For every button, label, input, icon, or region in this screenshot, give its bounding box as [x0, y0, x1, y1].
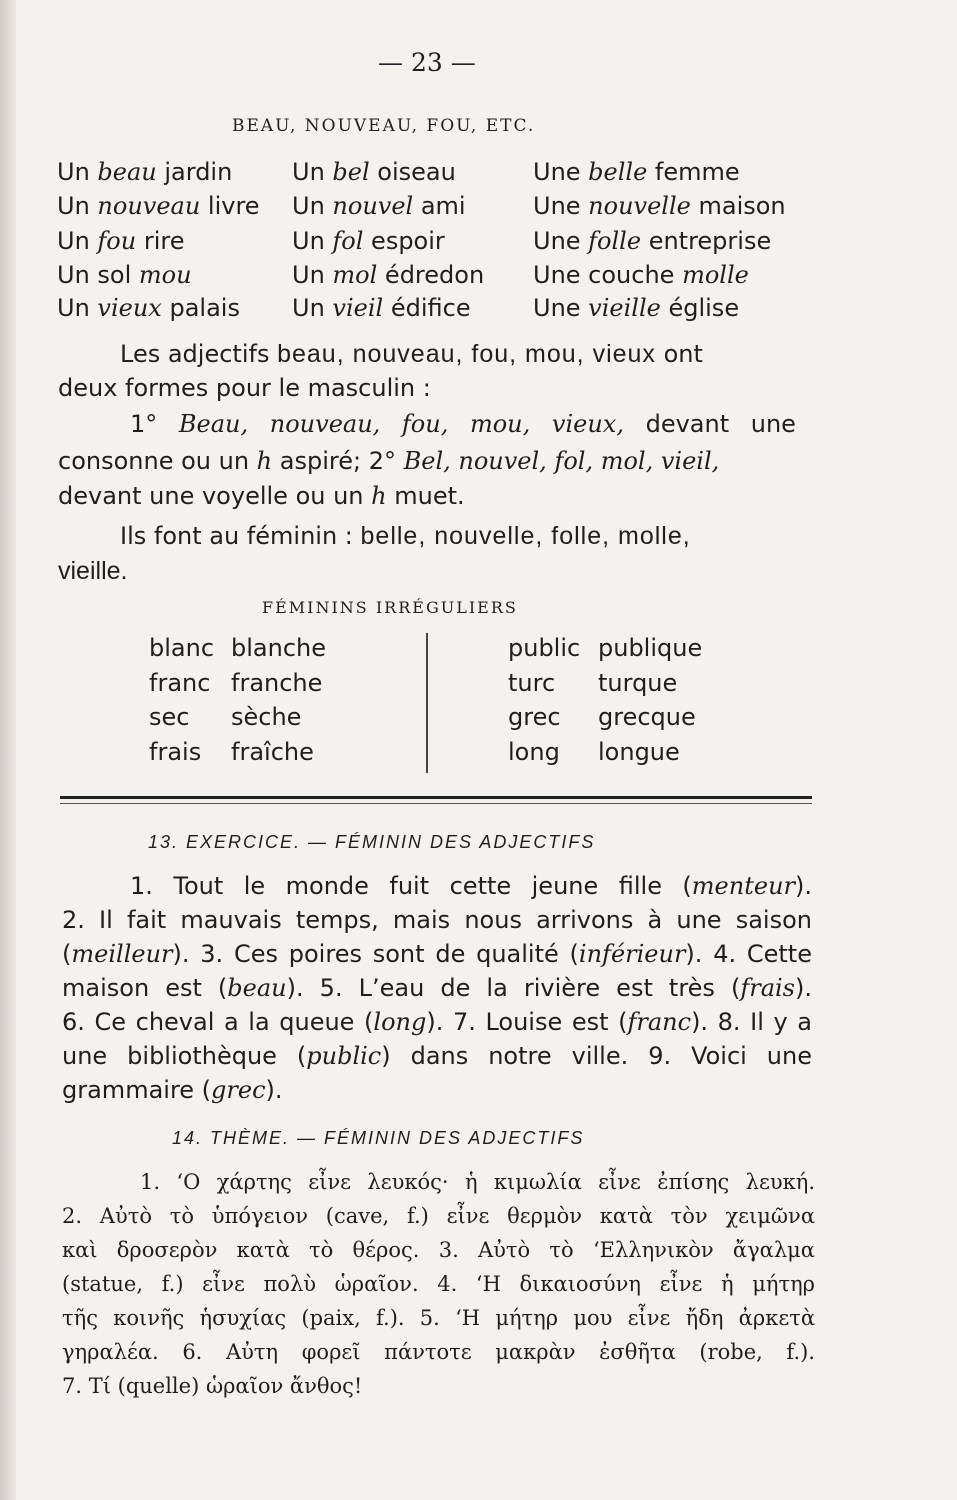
- exercise-line: [62, 906, 812, 934]
- theme-line: 1. ‘Ο χάρτης εἶνε λευκός· ἡ κιμωλία εἶνε ἐπίσης λευκή.: [140, 1170, 815, 1194]
- irregular-masculine: long: [508, 737, 560, 766]
- exercise-text: 1. Tout le monde fuit cette jeune fille (: [130, 872, 692, 900]
- grid-cell-adjective: fou: [97, 227, 137, 255]
- grid-cell: [292, 261, 484, 289]
- grid-cell-prefix: Un: [292, 227, 333, 255]
- grid-cell-noun: jardin: [156, 158, 233, 186]
- grid-cell-prefix: Une: [533, 192, 589, 220]
- grid-cell-prefix: Une: [533, 227, 589, 255]
- rule-text: Les adjectifs: [120, 340, 278, 368]
- grid-cell-noun: espoir: [363, 227, 445, 255]
- grid-cell-prefix: Un: [292, 294, 333, 322]
- exercise-text: grammaire (: [62, 1076, 212, 1104]
- grid-cell-prefix: Un: [292, 158, 333, 186]
- exercise-line: [62, 1076, 283, 1104]
- grid-cell-prefix: Un: [57, 227, 98, 255]
- exercise-text: maison est (: [62, 974, 228, 1002]
- rule-text: 1°: [130, 410, 179, 438]
- grid-cell-prefix: Un: [57, 192, 98, 220]
- rule-italic-h: h: [371, 482, 387, 510]
- theme-line: γηραλέα. 6. Αὐτη φορεῖ πάντοτε μακρὰν ἐσθῆτα (robe, f.).: [62, 1340, 815, 1364]
- rule-key-adjectives: beau, nouveau, fou, mou, vieux: [277, 340, 656, 368]
- exercise-italic-adjective: beau: [227, 974, 287, 1002]
- theme-line: καὶ δροσερὸν κατὰ τὸ θέρος. 3. Αὐτὸ τὸ ‘Ελληνικὸν ἄγαλμα: [62, 1238, 815, 1262]
- grid-cell-noun: palais: [161, 294, 240, 322]
- grid-cell-prefix: Un sol: [57, 261, 139, 289]
- grid-cell: [57, 294, 240, 322]
- grid-cell-prefix: Une: [533, 294, 589, 322]
- irregular-masculine: frais: [149, 737, 202, 766]
- grid-cell-prefix: Un: [57, 158, 98, 186]
- grid-cell-adjective: folle: [588, 227, 642, 255]
- irregular-feminine: franche: [231, 668, 323, 697]
- page-edge-shadow: [0, 0, 16, 1500]
- exercise-line: [62, 974, 812, 1002]
- irregular-masculine: turc: [508, 668, 556, 697]
- irregular-heading: FÉMININS IRRÉGULIERS: [262, 598, 518, 617]
- grid-cell-adjective: vieux: [97, 294, 162, 322]
- exercise-italic-adjective: inférieur: [578, 940, 686, 968]
- irregular-feminine: publique: [598, 634, 703, 662]
- exercise-italic-adjective: menteur: [691, 872, 795, 900]
- exercise-line: [62, 940, 812, 968]
- exercise-text: ). 8. Il y a: [691, 1008, 813, 1036]
- exercise-text: ). 4. Cette: [685, 940, 812, 968]
- exercise-italic-adjective: grec: [211, 1076, 266, 1104]
- grid-cell: [533, 294, 739, 322]
- rule-text: consonne ou un: [58, 447, 257, 475]
- irregular-masculine: public: [508, 634, 581, 662]
- rule-text: devant une voyelle ou un: [58, 482, 372, 510]
- irregular-masculine: blanc: [149, 634, 215, 662]
- page-number: — 23 —: [378, 48, 476, 77]
- theme-line: (statue, f.) εἶνε πολὺ ὡραῖον. 4. ‘Η δικαιοσύνη εἶνε ἡ μήτηρ: [62, 1272, 815, 1296]
- grid-cell-prefix: Une couche: [533, 261, 683, 289]
- exercise-line: [62, 1008, 812, 1036]
- irregular-masculine: sec: [149, 703, 190, 731]
- grid-cell-noun: édifice: [383, 294, 471, 322]
- grid-cell-adjective: molle: [682, 261, 749, 289]
- section-divider-thin: [60, 803, 812, 804]
- theme-line: 2. Αὐτὸ τὸ ὑπόγειον (cave, f.) εἶνε θερμὸν κατὰ τὸν χειμῶνα: [62, 1204, 815, 1228]
- rule-line-1: [120, 340, 703, 369]
- theme-14-heading: 14. THÈME. — FÉMININ DES ADJECTIFS: [172, 1128, 585, 1148]
- exercise-text: ) dans notre ville. 9. Voici une: [381, 1042, 812, 1070]
- exercise-italic-adjective: frais: [740, 974, 795, 1002]
- rule-feminine-forms: belle, nouvelle, folle, molle,: [360, 522, 691, 550]
- grid-cell-adjective: nouvelle: [588, 192, 691, 220]
- rule-italic-forms: Beau, nouveau, fou, mou, vieux,: [178, 410, 624, 438]
- irregular-table-divider: [426, 633, 428, 773]
- grid-cell: [292, 227, 445, 255]
- grid-cell: [57, 192, 260, 220]
- rule-italic-h: h: [256, 447, 273, 475]
- grid-cell: [533, 261, 749, 289]
- rule-text: Ils font au féminin :: [120, 522, 361, 550]
- grid-cell-noun: édredon: [377, 261, 485, 289]
- exercise-text: ).: [265, 1076, 283, 1104]
- exercise-italic-adjective: public: [306, 1042, 382, 1070]
- exercise-text: ).: [795, 974, 812, 1002]
- exercise-line: [130, 872, 812, 900]
- rule-italic-forms: Bel, nouvel, fol, mol, vieil,: [403, 447, 720, 475]
- grid-cell-adjective: beau: [97, 158, 157, 186]
- grid-cell-adjective: mol: [332, 261, 378, 289]
- exercise-text: 2. Il fait mauvais temps, mais nous arrivons à une saison: [62, 906, 812, 934]
- irregular-masculine: grec: [508, 703, 561, 731]
- grid-cell-adjective: fol: [332, 227, 364, 255]
- exercise-line: [62, 1042, 812, 1070]
- exercise-text: une bibliothèque (: [62, 1042, 307, 1070]
- grid-cell: [57, 158, 232, 186]
- rule-line-7: vieille.: [58, 557, 128, 585]
- rule-line-2: deux formes pour le masculin :: [58, 374, 431, 402]
- grid-cell-noun: rire: [136, 227, 185, 255]
- grid-cell-noun: église: [660, 294, 740, 322]
- grid-cell-noun: femme: [647, 158, 740, 186]
- grid-cell-noun: livre: [200, 192, 260, 220]
- grid-cell-noun: entreprise: [641, 227, 772, 255]
- grid-cell: [57, 227, 184, 255]
- exercise-italic-adjective: long: [373, 1008, 427, 1036]
- grid-cell-adjective: nouvel: [332, 192, 414, 220]
- grid-cell-prefix: Un: [292, 261, 333, 289]
- grid-cell: [533, 158, 740, 186]
- irregular-feminine: sèche: [231, 703, 302, 731]
- irregular-feminine: turque: [598, 668, 678, 697]
- rule-line-4: [58, 447, 719, 475]
- section-heading: BEAU, NOUVEAU, FOU, ETC.: [232, 116, 536, 136]
- irregular-feminine: blanche: [231, 634, 326, 662]
- grid-cell-adjective: nouveau: [97, 192, 201, 220]
- exercise-text: ).: [795, 872, 812, 900]
- grid-cell: [292, 192, 466, 220]
- exercise-13-heading: 13. EXERCICE. — FÉMININ DES ADJECTIFS: [148, 832, 596, 852]
- grid-cell-prefix: Un: [292, 192, 333, 220]
- rule-text: muet.: [386, 482, 465, 510]
- irregular-feminine: fraîche: [231, 737, 314, 766]
- rule-text: aspiré; 2°: [272, 447, 404, 475]
- grid-cell: [292, 158, 456, 186]
- rule-text: ont: [655, 340, 703, 368]
- exercise-text: (: [62, 940, 72, 968]
- exercise-text: ). 7. Louise est (: [426, 1008, 628, 1036]
- exercise-text: ). 5. L’eau de la rivière est très (: [286, 974, 741, 1002]
- exercise-italic-adjective: meilleur: [71, 940, 173, 968]
- section-divider-thick: [60, 796, 812, 799]
- grid-cell: [292, 294, 471, 322]
- grid-cell: [57, 261, 192, 289]
- grid-cell-prefix: Un: [57, 294, 98, 322]
- grid-cell-adjective: vieille: [588, 294, 661, 322]
- rule-line-3: [130, 410, 796, 438]
- exercise-text: ). 3. Ces poires sont de qualité (: [172, 940, 579, 968]
- irregular-masculine: franc: [149, 668, 211, 697]
- grid-cell-noun: ami: [413, 192, 466, 220]
- grid-cell-noun: maison: [690, 192, 786, 220]
- irregular-feminine: longue: [598, 737, 680, 766]
- grid-cell-adjective: bel: [332, 158, 370, 186]
- grid-cell: [533, 227, 771, 255]
- rule-line-5: [58, 482, 465, 510]
- grid-cell-adjective: belle: [588, 158, 648, 186]
- rule-line-6: [120, 522, 691, 551]
- exercise-text: 6. Ce cheval a la queue (: [62, 1008, 374, 1036]
- grid-cell-prefix: Une: [533, 158, 589, 186]
- grid-cell-adjective: vieil: [332, 294, 384, 322]
- exercise-italic-adjective: franc: [627, 1008, 692, 1036]
- grid-cell: [533, 192, 786, 220]
- rule-text: devant une: [623, 410, 796, 438]
- irregular-feminine: grecque: [598, 703, 696, 731]
- theme-line: 7. Τί (quelle) ὡραῖον ἄνθος!: [62, 1374, 363, 1398]
- theme-line: τῆς κοινῆς ἡσυχίας (paix, f.). 5. ‘Η μήτηρ μου εἶνε ἤδη ἀρκετὰ: [62, 1306, 815, 1330]
- grid-cell-adjective: mou: [138, 261, 192, 289]
- grid-cell-noun: oiseau: [369, 158, 456, 186]
